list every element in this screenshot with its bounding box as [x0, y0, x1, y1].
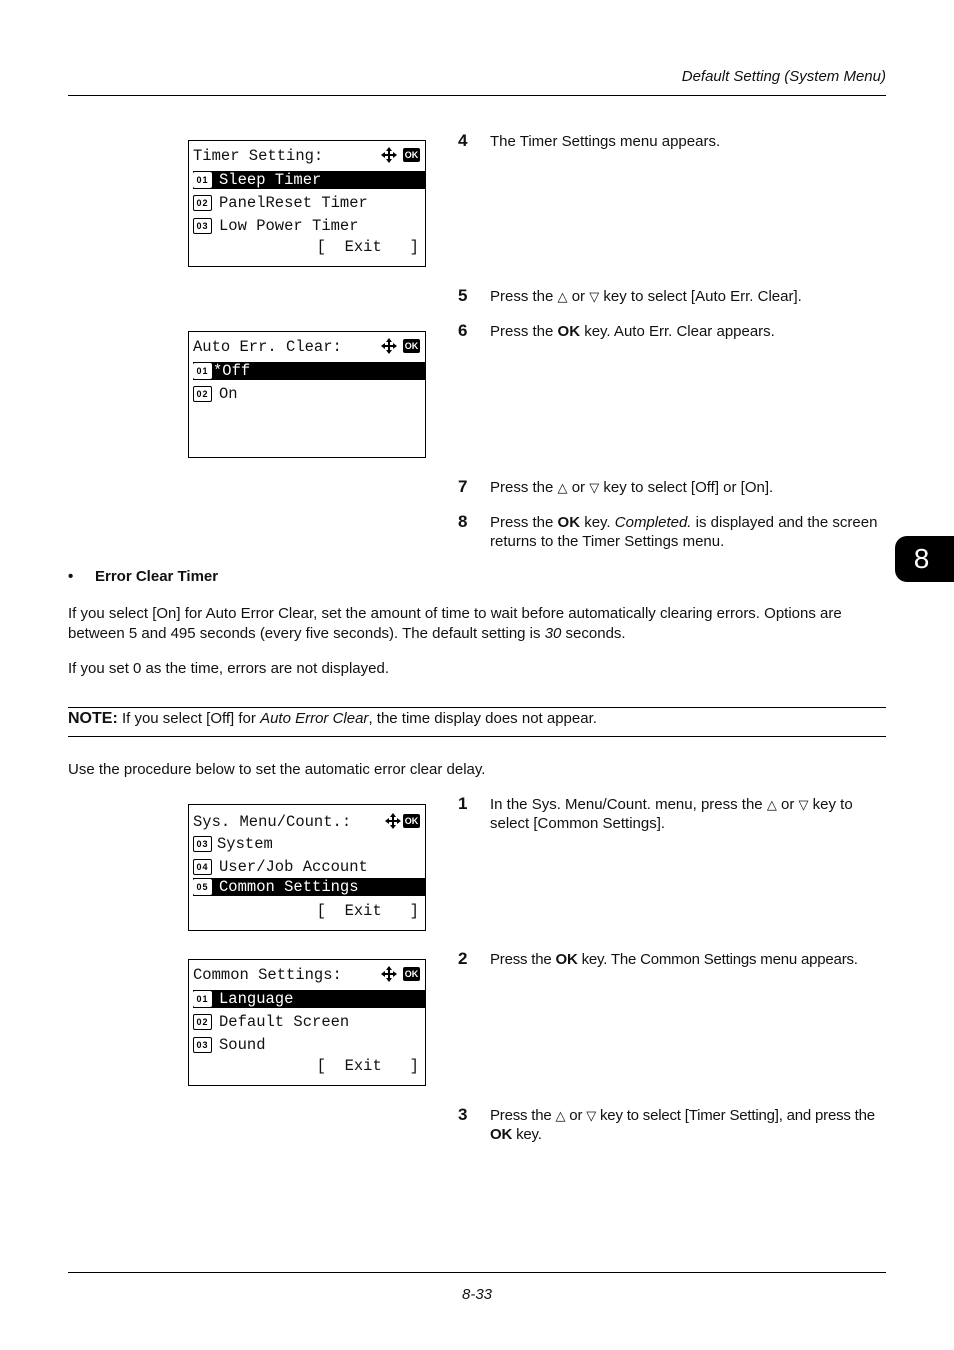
item-number-icon: 03 [193, 836, 212, 852]
item-number-icon: 03 [193, 1037, 212, 1053]
section-heading: • Error Clear Timer [68, 568, 219, 585]
item-number-icon: 01 [193, 363, 212, 379]
down-key-icon: ▽ [798, 797, 809, 812]
step-number: 7 [458, 477, 468, 496]
step-number: 4 [458, 131, 468, 150]
up-key-icon: △ [557, 289, 568, 304]
four-way-arrow-icon [380, 965, 398, 983]
lcd-item-label: Low Power Timer [219, 217, 359, 235]
step-number: 6 [458, 321, 468, 340]
step-number: 8 [458, 512, 468, 531]
step-text: Press the △ or ▽ key to select [Auto Err. Clear]. [490, 288, 802, 305]
step-number: 5 [458, 286, 468, 305]
item-number-icon: 03 [193, 218, 212, 234]
footer-rule [68, 1272, 886, 1273]
lcd-menu-item [193, 878, 425, 896]
lcd-menu-item [193, 362, 425, 380]
ok-key-label: OK [490, 1126, 513, 1143]
lcd-menu-item [193, 990, 425, 1008]
bullet-icon: • [68, 568, 74, 585]
item-number-icon: 05 [193, 879, 212, 895]
four-way-arrow-icon [380, 146, 398, 164]
up-key-icon: △ [557, 480, 568, 495]
step-text: Press the OK key. Auto Err. Clear appears. [490, 323, 775, 340]
lcd-menu-item [193, 385, 425, 403]
lcd-item-label: On [219, 385, 238, 403]
procedure-intro: Use the procedure below to set the automatic error clear delay. [68, 761, 486, 778]
lcd-item-label: Sound [219, 1036, 266, 1054]
lcd-item-label: Default Screen [219, 1013, 350, 1031]
lcd-screen-sys-menu [188, 804, 426, 931]
lcd-menu-item [193, 1013, 425, 1031]
step-text: Press the OK key. Completed. is displayed and the screen returns to the Timer Settings menu. [490, 514, 878, 550]
step-text: The Timer Settings menu appears. [490, 133, 721, 150]
down-key-icon: ▽ [589, 289, 600, 304]
note-rule-top [68, 707, 886, 708]
lcd-menu-item [193, 194, 425, 212]
lcd-exit-softkey: [ Exit ] [316, 238, 419, 256]
note-rule-bottom [68, 736, 886, 737]
item-number-icon: 02 [193, 386, 212, 402]
ok-key-icon: OK [404, 150, 419, 160]
lcd-title: Auto Err. Clear: [193, 338, 342, 356]
step-text: Press the OK key. The Common Settings menu appears. [490, 951, 858, 968]
lcd-menu-item [193, 1036, 425, 1054]
lcd-screen-auto-err-clear [188, 331, 426, 458]
lcd-menu-item [193, 858, 425, 876]
item-number-icon: 02 [193, 1014, 212, 1030]
lcd-screen-common-settings [188, 959, 426, 1086]
lcd-item-label: User/Job Account [219, 858, 368, 876]
step-number: 1 [458, 794, 468, 813]
item-number-icon: 02 [193, 195, 212, 211]
section-paragraph: If you set 0 as the time, errors are not displayed. [68, 660, 389, 677]
ok-key-icon: OK [404, 341, 419, 351]
chapter-number: 8 [913, 543, 930, 574]
lcd-exit-softkey: [ Exit ] [316, 1057, 419, 1075]
step-text: Press the △ or ▽ key to select [Timer Setting], and press the OK key. [490, 1107, 875, 1143]
lcd-item-label: Sleep Timer [219, 171, 322, 189]
down-key-icon: ▽ [589, 480, 600, 495]
chapter-tab [895, 536, 954, 582]
ok-key-label: OK [557, 323, 581, 340]
note-box: NOTE: If you select [Off] for Auto Error Clear, the time display does not appear. [68, 710, 597, 727]
up-key-icon: △ [766, 797, 777, 812]
item-number-icon: 01 [193, 991, 212, 1007]
note-label: NOTE: [68, 710, 118, 727]
ok-key-label: OK [557, 514, 581, 531]
up-key-icon: △ [555, 1108, 566, 1123]
lcd-item-label: PanelReset Timer [219, 194, 368, 212]
lcd-title: Sys. Menu/Count.: [193, 813, 352, 831]
four-way-arrow-icon [384, 812, 402, 830]
item-number-icon: 04 [193, 859, 212, 875]
item-number-icon: 01 [193, 172, 212, 188]
lcd-item-label: Language [219, 990, 294, 1008]
lcd-menu-item [193, 835, 425, 853]
lcd-exit-softkey: [ Exit ] [316, 902, 419, 920]
section-paragraph: If you select [On] for Auto Error Clear, set the amount of time to wait before automatically clearing errors. Options are between 5 and 495 seconds (every five seconds). The default setting is 30 seconds. [68, 605, 842, 642]
ok-key-icon: OK [404, 969, 419, 979]
lcd-title: Common Settings: [193, 966, 342, 984]
ok-key-icon: OK [404, 816, 419, 826]
page-header-title: Default Setting (System Menu) [681, 68, 886, 85]
four-way-arrow-icon [380, 337, 398, 355]
lcd-title: Timer Setting: [193, 147, 324, 165]
header-rule [68, 95, 886, 96]
lcd-menu-item [193, 217, 425, 235]
ok-key-label: OK [555, 951, 578, 968]
down-key-icon: ▽ [586, 1108, 597, 1123]
step-number: 3 [458, 1105, 468, 1124]
lcd-screen-timer-setting [188, 140, 426, 267]
step-text: In the Sys. Menu/Count. menu, press the △ or ▽ key to select [Common Settings]. [490, 796, 853, 832]
lcd-menu-item [193, 171, 425, 189]
step-text: Press the △ or ▽ key to select [Off] or [On]. [490, 479, 774, 496]
lcd-item-label: Common Settings [219, 878, 359, 896]
page-number: 8-33 [461, 1286, 493, 1303]
lcd-item-label: System [217, 835, 273, 853]
lcd-item-label: *Off [213, 362, 251, 380]
step-number: 2 [458, 949, 468, 968]
